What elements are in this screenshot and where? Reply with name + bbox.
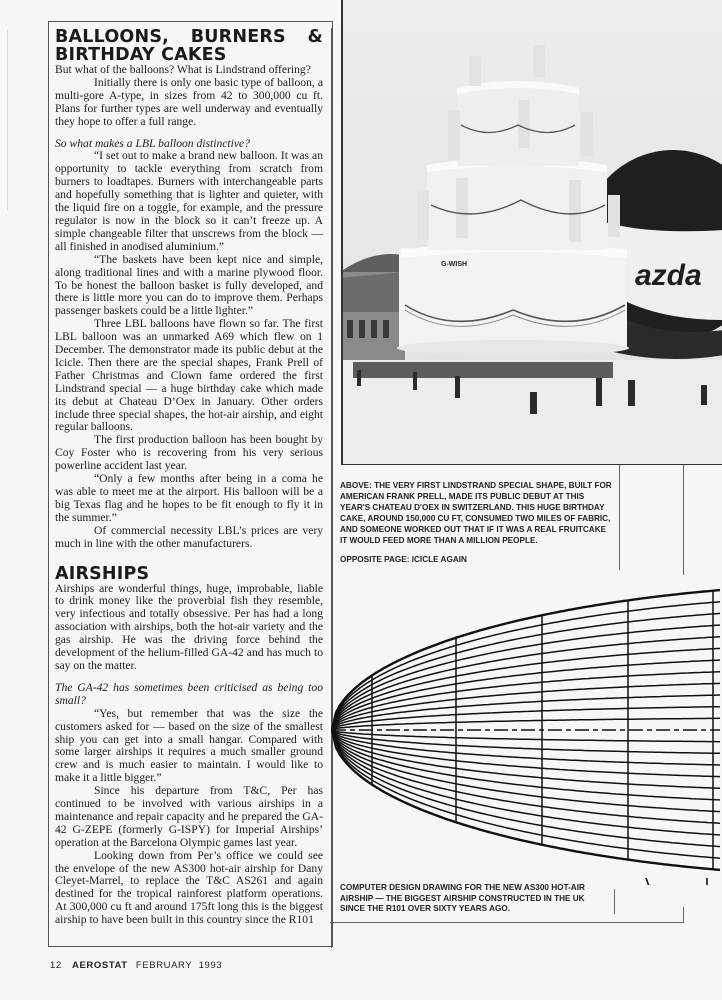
airship-gore-line (332, 718, 720, 730)
page-margin-rule (7, 30, 8, 210)
airship-gore-line (332, 613, 720, 730)
airship-gore-line (332, 730, 720, 847)
birthday-cake-balloon-photo (341, 0, 722, 465)
balloon-lettering: azda (635, 259, 702, 292)
page-number: 12 (50, 960, 62, 971)
airship-gore-line (332, 730, 720, 742)
article-paragraph: Of commercial necessity LBL’s prices are very much in line with the other manufacturers. (55, 523, 323, 550)
article-paragraph: Three LBL balloons have flown so far. The first LBL balloon was an unmarked A69 which flew on 1 December. The demonstrator made its public debut at the Icicle. Then there are the special shapes, Frank Prell of Father Christmas and Clown fame ordered the first Lindstrand special — a huge birthday cake which made its debut at Chateau D’Oex in January. Other orders include three special shapes, the hot-air airship, and eight regular balloons. (55, 317, 323, 434)
article-column (55, 28, 323, 927)
opposite-page-caption: OPPOSITE PAGE: ICICLE AGAIN (340, 555, 467, 565)
article-paragraph: Since his departure from T&C, Per has continued to be involved with various airships in a maintenance and repair capacity and he prepared the GA-42 G-ZEPE (formerly G-ISPY) for Imperial Airships’ operation at the Barcelona Olympic games last year. (55, 784, 323, 849)
magazine-title: AEROSTAT (72, 960, 128, 971)
section-body-airships (55, 583, 323, 928)
caption-rule-bottom (330, 922, 684, 923)
page-footer (50, 960, 222, 971)
section-body-balloons (55, 64, 323, 551)
section-heading-balloons: BALLOONS, BURNERS & BIRTHDAY CAKES (55, 27, 323, 65)
caption-rule-4 (683, 907, 684, 922)
airship-gore-line (332, 730, 720, 870)
issue-date: FEBRUARY 1993 (135, 960, 223, 971)
photo-illustration (343, 0, 722, 465)
airship-design-drawing (330, 575, 722, 885)
article-paragraph: Initially there is only one basic type of balloon, a multi-gore A-type, in sizes from 42 to 300,000 cu ft. Plans for further types are well underway and eventually they hope to offer a full range. (55, 75, 323, 128)
photo-caption-text: ABOVE: THE VERY FIRST LINDSTRAND SPECIAL SHAPE, BUILT FOR AMERICAN FRANK PRELL, MADE ITS PUBLIC DEBUT AT THIS YEAR'S CHATEAU D'OEX IN SWITZERLAND. THIS HUGE BIRTHDAY CAKE, AROUND 150,000 CU FT, CONSUMED TWO MILES OF FABRIC, AND SOMEONE WORKED OUT THAT IF IT WAS A REAL FRUITCAKE IT WOULD FEED MORE THAN A MILLION PEOPLE. (340, 481, 612, 545)
interview-question: So what makes a LBL balloon distinctive? (55, 136, 250, 150)
article-paragraph: The first production balloon has been bought by Coy Foster who is recovering from his very serious powerline accident last year. (55, 433, 323, 473)
airship-gore-line (332, 648, 720, 730)
airship-gore-line (332, 730, 720, 777)
section-heading-airships: AIRSHIPS (55, 563, 150, 584)
caption-rule-3 (614, 889, 615, 914)
airship-gondola (646, 878, 707, 885)
article-paragraph: But what of the balloons? What is Lindstrand offering? (55, 63, 311, 76)
caption-rule-2 (683, 465, 684, 575)
article-paragraph: Looking down from Per’s office we could see the envelope of the new AS300 hot-air airship for Dany Cleyet-Marrel, to replace the T&C AS261 and again destined for the tropical rainforest platform operations. At 300,000 cu ft and around 175ft long this is the biggest airship to have been built in this country since the R101 (55, 848, 323, 927)
photo-caption (340, 481, 612, 566)
interview-question: The GA-42 has sometimes been criticised as being too small? (55, 680, 323, 707)
balloon-registration: G-WISH (441, 261, 468, 268)
airship-gore-line (332, 683, 720, 730)
article-paragraph: Airships are wonderful things, huge, improbable, liable to drink money like the proverbial fish they resemble, very infectious and totally obsessive. Per has had a long association with airships, both the hot-air variety and the gas airship. He was the driving force behind the development of the helium-filled GA-42 and has much to say on the matter. (55, 581, 323, 672)
article-paragraph: “I set out to make a brand new balloon. It was an opportunity to tackle everything from scratch from burners to loadtapes. Burners with interchangeable parts and hopefully something that is lighter and quieter, with the liquid fire on a toggle, for example, and the pressure regulator is now in the block so it can’t freeze up. A simple changeable filter that unscrews from the block — all finished in anodised aluminium.” (55, 149, 323, 253)
article-paragraph: “The baskets have been kept nice and simple, along traditional lines and with a marine plywood floor. To be honest the balloon basket is fully developed, and there is little more you can do to improve them. Perhaps passenger baskets could be a little lighter.” (55, 252, 323, 318)
airship-gore-line (332, 590, 720, 730)
article-paragraph: “Only a few months after being in a coma he was able to meet me at the airport. His balloon will be a big Texas flag and he hopes to be fit enough to fly it in the summer.” (55, 472, 323, 524)
airship-caption: COMPUTER DESIGN DRAWING FOR THE NEW AS300 HOT-AIR AIRSHIP — THE BIGGEST AIRSHIP CONSTRUCTED IN THE UK SINCE THE R101 OVER SIXTY YEARS AGO. (340, 883, 585, 913)
airship-gore-line (332, 730, 720, 812)
caption-rule-1 (619, 465, 620, 570)
article-paragraph: “Yes, but remember that was the size the customers asked for — based on the size of the smallest ship you can get into a small hangar. Compared with some larger airships it requires a much smaller ground crew and is much easier to maintain. I would like to make it a little bigger.” (55, 706, 323, 785)
